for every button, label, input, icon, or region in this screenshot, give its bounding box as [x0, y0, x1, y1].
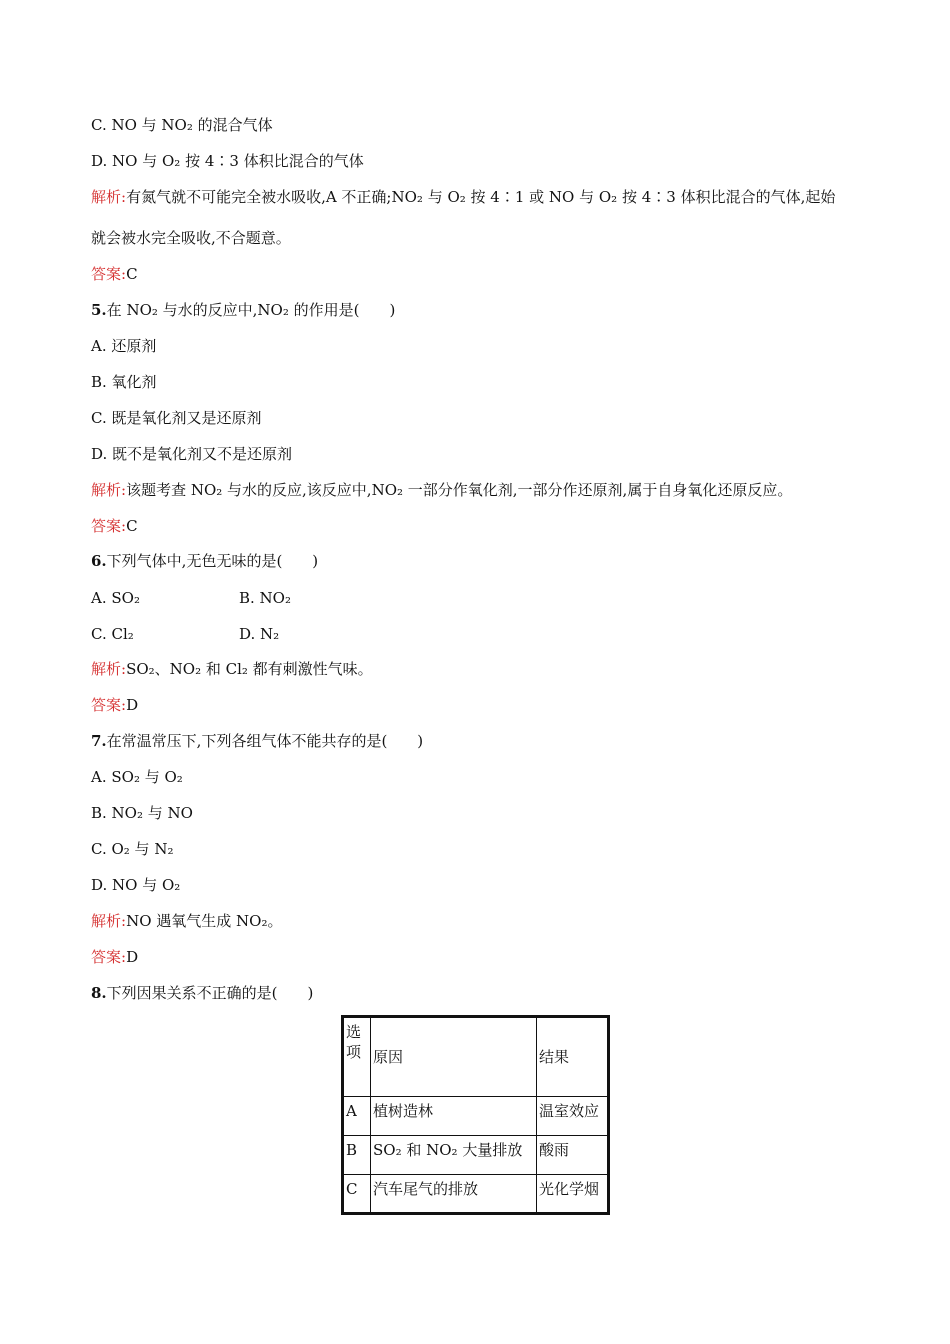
answer-label: 答案: [91, 948, 127, 966]
q5-option-d: D. 既不是氧化剂又不是还原剂 [91, 445, 293, 463]
question-text: 在 NO₂ 与水的反应中,NO₂ 的作用是( ) [106, 301, 396, 319]
q7-option-d: D. NO 与 O₂ [91, 876, 181, 894]
q5-analysis [91, 480, 792, 500]
table-row [343, 1175, 609, 1214]
answer-label: 答案: [91, 517, 127, 535]
question-number: 7. [91, 732, 107, 750]
header-option: 选项 [343, 1017, 371, 1097]
q7-analysis [91, 911, 282, 931]
q5-option-c: C. 既是氧化剂又是还原剂 [91, 409, 262, 427]
cell-option: C [343, 1175, 371, 1214]
analysis-text: NO 遇氧气生成 NO₂。 [126, 912, 283, 930]
cell-result: 酸雨 [537, 1136, 609, 1175]
answer-label: 答案: [91, 696, 127, 714]
q5-answer [91, 516, 138, 536]
cell-cause: 植树造林 [371, 1097, 537, 1136]
answer-label: 答案: [91, 265, 127, 283]
cell-result: 温室效应 [537, 1097, 609, 1136]
analysis-label: 解析: [91, 912, 127, 930]
q8-stem [91, 983, 313, 1003]
analysis-label: 解析: [91, 481, 127, 499]
q5-option-b: B. 氧化剂 [91, 373, 157, 391]
header-result: 结果 [537, 1017, 609, 1097]
cell-option: B [343, 1136, 371, 1175]
q6-option-b: B. NO₂ [239, 589, 291, 607]
q7-option-b: B. NO₂ 与 NO [91, 804, 193, 822]
q4-answer [91, 264, 138, 284]
cause-effect-table [341, 1015, 610, 1215]
q6-analysis [91, 659, 373, 679]
analysis-text: 有氮气就不可能完全被水吸收,A 不正确;NO₂ 与 O₂ 按 4∶1 或 NO 与 O₂ 按 4∶3 体积比混合的气体,起始 [126, 188, 836, 206]
q6-option-d: D. N₂ [239, 625, 280, 643]
question-number: 8. [91, 984, 107, 1002]
question-text: 下列气体中,无色无味的是( ) [106, 552, 319, 570]
table-header-row [343, 1017, 609, 1097]
question-number: 6. [91, 552, 107, 570]
q6-answer [91, 695, 138, 715]
question-text: 下列因果关系不正确的是( ) [106, 984, 314, 1002]
analysis-text: 该题考查 NO₂ 与水的反应,该反应中,NO₂ 一部分作氧化剂,一部分作还原剂,属于自身氧化还原反应。 [126, 481, 793, 499]
cell-cause: 汽车尾气的排放 [371, 1175, 537, 1214]
q5-option-a: A. 还原剂 [91, 337, 157, 355]
table-row [343, 1097, 609, 1136]
answer-value: C [126, 265, 138, 283]
q7-option-a: A. SO₂ 与 O₂ [91, 768, 183, 786]
q6-option-a: A. SO₂ [91, 589, 140, 607]
question-number: 5. [91, 301, 107, 319]
q4-analysis [91, 187, 835, 207]
q4-option-c: C. NO 与 NO₂ 的混合气体 [91, 116, 273, 134]
header-cause: 原因 [371, 1017, 537, 1097]
q4-option-d: D. NO 与 O₂ 按 4∶3 体积比混合的气体 [91, 152, 364, 170]
cell-cause: SO₂ 和 NO₂ 大量排放 [371, 1136, 537, 1175]
q5-stem [91, 300, 395, 320]
cell-option: A [343, 1097, 371, 1136]
analysis-label: 解析: [91, 660, 127, 678]
q7-option-c: C. O₂ 与 N₂ [91, 840, 174, 858]
q6-stem [91, 551, 318, 571]
question-text: 在常温常压下,下列各组气体不能共存的是( ) [106, 732, 424, 750]
analysis-label: 解析: [91, 188, 127, 206]
table-row [343, 1136, 609, 1175]
answer-value: C [126, 517, 138, 535]
answer-value: D [126, 948, 139, 966]
q6-option-c: C. Cl₂ [91, 625, 134, 643]
analysis-text: SO₂、NO₂ 和 Cl₂ 都有刺激性气味。 [126, 660, 373, 678]
cell-result: 光化学烟 [537, 1175, 609, 1214]
q7-stem [91, 731, 423, 751]
q7-answer [91, 947, 138, 967]
q4-analysis-cont: 就会被水完全吸收,不合题意。 [91, 229, 291, 247]
answer-value: D [126, 696, 139, 714]
